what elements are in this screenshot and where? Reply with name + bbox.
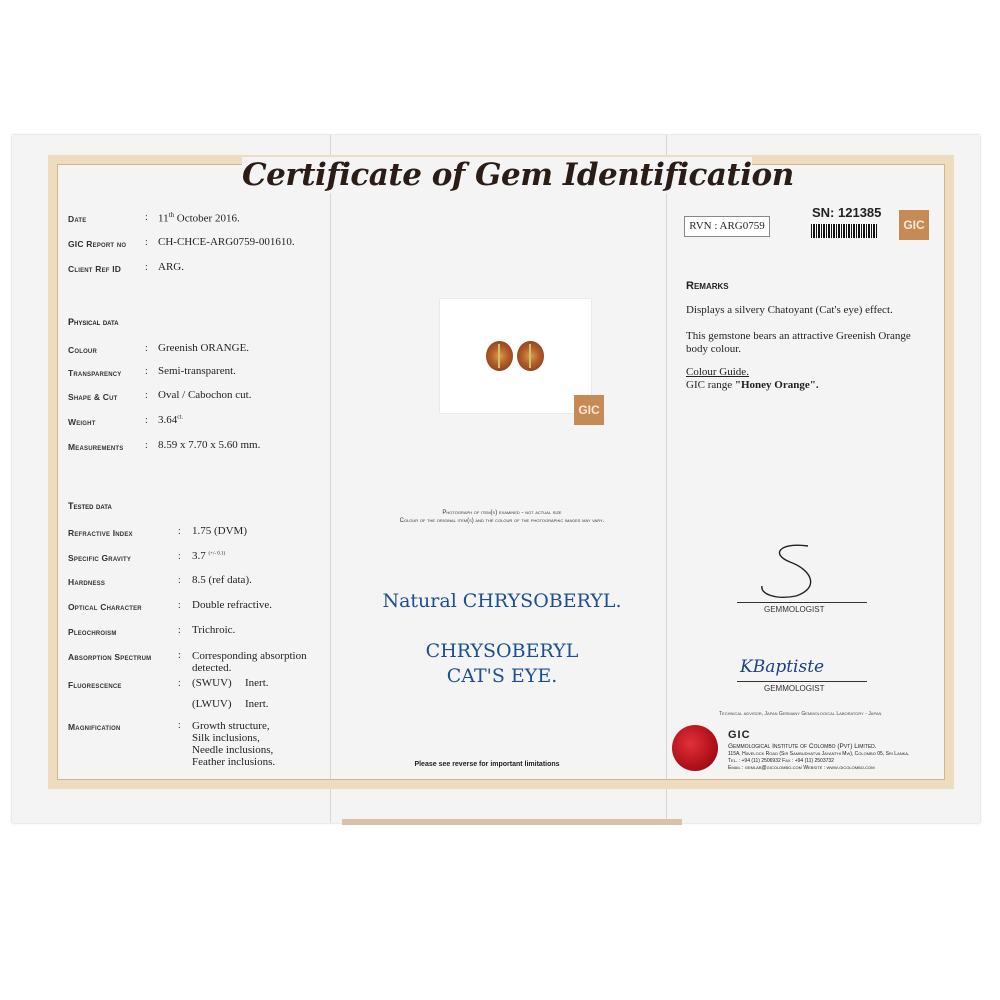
specific-gravity-label: Specific Gravity — [68, 553, 132, 563]
lab-address: 115A, Havelock Road (Sir Sambudhatva Jayanthi Mw), Colombo 05, Sri Lanka. — [728, 751, 910, 757]
shape-cut-label: Shape & Cut — [68, 392, 118, 402]
physical-data-heading: Physical data — [68, 317, 119, 327]
magnification-label: Magnification — [68, 722, 121, 732]
pleochroism-value: Trichroic. — [192, 624, 236, 636]
fluorescence-label: Fluorescence — [68, 680, 122, 690]
colon: : — [145, 366, 148, 377]
serial-number: SN: 121385 — [812, 205, 882, 220]
gemmologist-signature — [750, 540, 840, 600]
transparency-value: Semi-transparent. — [158, 365, 236, 377]
colon: : — [178, 720, 181, 731]
colon: : — [178, 625, 181, 636]
colour-guide-title: Colour Guide. — [686, 366, 749, 378]
magnification-line: Growth structure, — [192, 720, 270, 732]
remarks-heading: Remarks — [686, 280, 729, 292]
colon: : — [178, 678, 181, 689]
refractive-index-value: 1.75 (DVM) — [192, 525, 247, 537]
remark-line: This gemstone bears an attractive Greenish Orange body colour. — [686, 330, 911, 355]
gem-stone-image — [486, 341, 513, 371]
colour-label: Colour — [68, 345, 98, 355]
remark-line: Displays a silvery Chatoyant (Cat's eye) effect. — [686, 304, 893, 316]
measurements-value: 8.59 x 7.70 x 5.60 mm. — [158, 439, 261, 451]
absorption-spectrum-value: Corresponding absorption detected. — [192, 650, 307, 674]
folder-edge — [342, 819, 682, 825]
fluorescence-lwuv-label: (LWUV) — [192, 698, 232, 710]
hardness-label: Hardness — [68, 577, 106, 587]
photo-caption: Colour of the original item(s) and the colour of the photographic images may vary. — [399, 518, 605, 524]
lab-contact: Tel. : +94 (11) 2506932 Fax : +94 (11) 2503732 — [728, 758, 834, 764]
gem-identification: Natural CHRYSOBERYL. — [382, 590, 622, 612]
wax-seal — [672, 725, 718, 771]
colon: : — [145, 262, 148, 273]
gem-stone-image — [517, 341, 544, 371]
photo-caption: Photograph of item(s) examined - not actual size — [442, 510, 562, 516]
magnification-line: Needle inclusions, — [192, 744, 274, 756]
colour-value: Greenish ORANGE. — [158, 342, 250, 354]
fluorescence-swuv-value: Inert. — [245, 677, 269, 689]
signature-line — [737, 602, 867, 603]
absorption-spectrum-label: Absorption Spectrum — [68, 652, 152, 662]
date-value: 11th October 2016. — [158, 211, 240, 225]
magnification-line: Silk inclusions, — [192, 732, 260, 744]
lab-name: Gemmological Institute of Colombo (Pvt) Limited. — [728, 743, 877, 750]
rvn-number: RVN : ARG0759 — [684, 216, 770, 237]
barcode — [811, 224, 877, 238]
fluorescence-swuv-label: (SWUV) — [192, 677, 232, 689]
colon: : — [145, 212, 148, 223]
client-ref-label: Client Ref ID — [68, 264, 122, 274]
colon: : — [178, 526, 181, 537]
signature-line — [737, 681, 867, 682]
certificate — [12, 135, 980, 823]
report-no-label: GIC Report no — [68, 239, 127, 249]
gic-photo-mark: GIC — [574, 395, 604, 425]
transparency-label: Transparency — [68, 368, 122, 378]
gem-photograph — [440, 299, 591, 413]
shape-cut-value: Oval / Cabochon cut. — [158, 389, 252, 401]
colon: : — [178, 600, 181, 611]
colon: : — [145, 237, 148, 248]
gemmologist-label: GEMMOLOGIST — [764, 684, 825, 693]
colon: : — [145, 390, 148, 401]
colon: : — [178, 650, 181, 661]
pleochroism-label: Pleochroism — [68, 627, 117, 637]
lab-short-name: GIC — [728, 729, 751, 741]
colour-guide-range: GIC range "Honey Orange". — [686, 379, 819, 391]
gem-variety: CAT'S EYE. — [446, 665, 558, 687]
tested-data-heading: Tested data — [68, 501, 112, 511]
colon: : — [145, 415, 148, 426]
colon: : — [145, 343, 148, 354]
optical-character-label: Optical Character — [68, 602, 142, 612]
gem-variety: CHRYSOBERYL — [425, 640, 579, 662]
reverse-note: Please see reverse for important limitations — [414, 761, 560, 768]
certificate-title: Certificate of Gem Identification — [242, 157, 794, 193]
hardness-value: 8.5 (ref data). — [192, 574, 252, 586]
optical-character-value: Double refractive. — [192, 599, 273, 611]
weight-value: $3.64^{ct.}$ — [158, 414, 184, 426]
colon: : — [178, 575, 181, 586]
refractive-index-label: Refractive Index — [68, 528, 133, 538]
lab-web: Email : gemlab@gicolombo.com Website : www.gicolombo.com — [728, 765, 875, 771]
gemmologist-signature-2: KBaptiste — [740, 657, 825, 677]
report-no-value: CH-CHCE-ARG0759-001610. — [158, 236, 295, 248]
measurements-label: Measurements — [68, 442, 124, 452]
fluorescence-lwuv-value: Inert. — [245, 698, 269, 710]
magnification-value — [192, 720, 275, 768]
client-ref-value: ARG. — [158, 261, 184, 273]
colon: : — [145, 440, 148, 451]
technical-advisor-note: Technical advisor, Japan Germany Gemmological Laboratory - Japan — [719, 711, 882, 717]
specific-gravity-value: 3.7 $^{(+/- 0.1)}$ — [192, 550, 226, 562]
colon: : — [178, 551, 181, 562]
gic-logo-badge: GIC — [899, 210, 929, 240]
weight-label: Weight — [68, 417, 96, 427]
magnification-line: Feather inclusions. — [192, 756, 276, 768]
gemmologist-label: GEMMOLOGIST — [764, 605, 825, 614]
date-label: Date — [68, 214, 87, 224]
